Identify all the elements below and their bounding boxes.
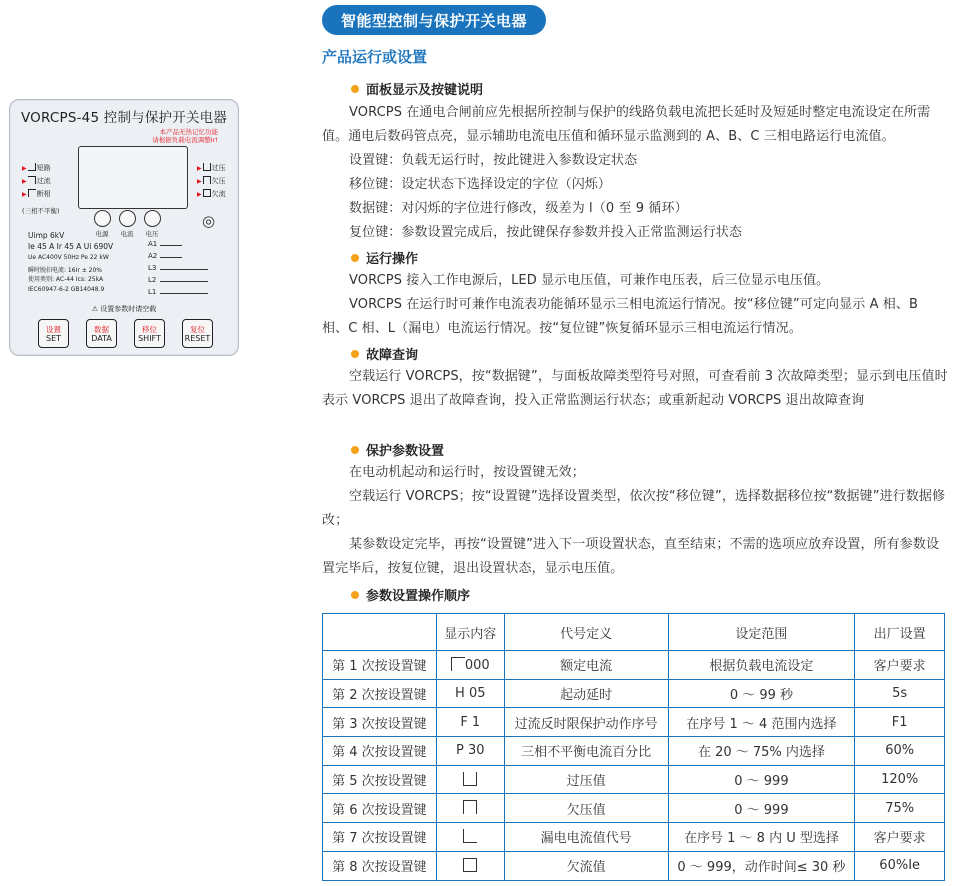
table-cell-step: 第 4 次按设置键 (323, 737, 437, 766)
table-header-row: 显示内容 代号定义 设定范围 出厂设置 (323, 614, 945, 651)
table-row (323, 765, 945, 794)
knob-label-current: 电流 (120, 230, 134, 238)
spec-standard: IEC60947-6-2 GB14048.9 (28, 286, 105, 293)
panel-note: 本产品无热记忆功能 请根据负载电流调整Ir! (152, 128, 218, 144)
spec-category: 使用类别: AC-44 Ics: 25kA (28, 276, 104, 283)
table-cell-def: 过流反时限保护动作序号 (504, 708, 668, 737)
table-cell-range: 0 ～ 999 (668, 794, 855, 823)
table-cell-step: 第 6 次按设置键 (323, 794, 437, 823)
bullet-icon (351, 446, 359, 454)
table-cell-step: 第 8 次按设置键 (323, 851, 437, 880)
certification-mark-icon: ◎ (202, 212, 216, 230)
paragraph: VORCPS 在通电合闸前应先根据所控制与保护的线路负载电流把长延时及短延时整定电流设定在所需值。通电后数码管点亮，显示辅助电流电压值和循环显示监测到的 A、B、C 三相电路运行电流值。 (322, 105, 931, 144)
table-body (323, 651, 945, 881)
table-cell-range: 在 20 ～ 75% 内选择 (668, 737, 855, 766)
display-content-cell (436, 765, 504, 794)
table-cell-def: 欠压值 (504, 794, 668, 823)
wire-l3 (160, 269, 208, 270)
page-banner: 智能型控制与保护开关电器 (322, 5, 546, 35)
led-display (78, 146, 188, 209)
reset-key: 复位 RESET (182, 319, 213, 348)
heading-sequence: 参数设置操作顺序 (351, 585, 470, 604)
unbalance-label: (三相不平衡) (22, 207, 60, 215)
knob-label-power: 电源 (95, 230, 109, 238)
fault-indicators-right: ▶ 过压 ▶ 欠压 ▶ 欠流 (197, 164, 226, 198)
heading-operation: 运行操作 (351, 248, 418, 267)
bullet-icon (351, 350, 359, 358)
table-cell-def: 欠流值 (504, 851, 668, 880)
paragraph: 空载运行 VORCPS，按“数据键”，与面板故障类型符号对照，可查看前 3 次故障类型；显示到电压值时表示 VORCPS 退出了故障查询，投入正常监测运行状态；或重新起动 VORCPS 退出故障查询 (322, 369, 948, 408)
display-code: H 05 (455, 686, 486, 702)
bullet-icon (351, 85, 359, 93)
table-row (323, 651, 945, 680)
fault-indicators-left: ▶ 短路 ▶ 过流 ▶ 断相 (22, 164, 51, 198)
table-cell-def: 额定电流 (504, 651, 668, 680)
phase-l3: L3 (148, 264, 157, 272)
table-cell-factory: 120% (855, 765, 945, 794)
phase-l2: L2 (148, 276, 157, 284)
heading-fault: 故障查询 (351, 344, 418, 363)
table-cell-step: 第 2 次按设置键 (323, 679, 437, 708)
table-cell-range: 0 ～ 999 (668, 765, 855, 794)
panel-warning: ⚠ 设置参数时请空载 (91, 305, 157, 313)
table-cell-step: 第 7 次按设置键 (323, 823, 437, 852)
spec-tripping: 瞬时脱扣电流: 16Ir ± 20% (28, 267, 102, 274)
table-cell-step: 第 3 次按设置键 (323, 708, 437, 737)
wire-l2 (160, 281, 208, 282)
table-cell-factory: 客户要求 (855, 823, 945, 852)
table-cell-range: 根据负载电流设定 (668, 651, 855, 680)
bullet-icon (351, 591, 359, 599)
wire-l1 (160, 293, 208, 294)
knob-label-voltage: 电压 (145, 230, 159, 238)
display-content-cell (436, 651, 504, 680)
table-cell-def: 漏电电流值代号 (504, 823, 668, 852)
table-cell-factory: 客户要求 (855, 651, 945, 680)
paragraph: 设置键：负载无运行时，按此键进入参数设定状态 (349, 153, 638, 168)
paragraph: 复位键：参数设置完成后，按此键保存参数并投入正常监测运行状态 (349, 225, 743, 240)
wire-a2 (160, 257, 182, 258)
table-cell-def: 起动延时 (504, 679, 668, 708)
table-cell-factory: 60% (855, 737, 945, 766)
display-symbol-icon (463, 800, 477, 814)
display-code: P 30 (456, 743, 485, 759)
display-symbol-icon (463, 829, 477, 843)
table-cell-range: 在序号 1 ～ 4 范围内选择 (668, 708, 855, 737)
display-content-cell (436, 794, 504, 823)
display-symbol-icon (451, 657, 465, 671)
table-cell-factory: 5s (855, 679, 945, 708)
data-key: 数据 DATA (86, 319, 117, 348)
table-cell-factory: 60%Ie (855, 851, 945, 880)
phase-a1: A1 (148, 240, 158, 248)
display-content-cell (436, 737, 504, 766)
display-content-cell (436, 679, 504, 708)
display-code: 000 (464, 657, 490, 673)
display-content-cell (436, 823, 504, 852)
display-symbol-icon (463, 772, 477, 786)
panel-title: VORCPS-45 控制与保护开关电器 (20, 110, 228, 126)
table-cell-range: 0 ～ 999，动作时间≤ 30 秒 (668, 851, 855, 880)
table-cell-factory: 75% (855, 794, 945, 823)
table-row (323, 794, 945, 823)
table-cell-range: 在序号 1 ～ 8 内 U 型选择 (668, 823, 855, 852)
table-cell-step: 第 1 次按设置键 (323, 651, 437, 680)
voltage-knob (144, 210, 161, 227)
parameter-settings-table (322, 613, 945, 881)
paragraph: 移位键：设定状态下选择设定的字位（闪烁） (349, 177, 612, 192)
wire-a1 (160, 245, 182, 246)
phase-a2: A2 (148, 252, 158, 260)
bullet-icon (351, 254, 359, 262)
display-code: F 1 (460, 714, 481, 730)
heading-protection: 保护参数设置 (351, 440, 444, 459)
display-content-cell (436, 851, 504, 880)
table-cell-factory: F1 (855, 708, 945, 737)
heading-panel-display: 面板显示及按键说明 (351, 79, 483, 98)
table-row (323, 823, 945, 852)
spec-voltage: Ue AC400V 50Hz Pe 22 kW (28, 254, 109, 261)
paragraph: 数据键：对闪烁的字位进行修改，级差为 l（0 至 9 循环） (349, 201, 688, 216)
table-cell-range: 0 ～ 99 秒 (668, 679, 855, 708)
paragraph: VORCPS 接入工作电源后，LED 显示电压值，可兼作电压表，后三位显示电压值。 (349, 273, 830, 288)
current-knob (119, 210, 136, 227)
spec-uimp: Uimp 6kV (28, 231, 65, 240)
section-title: 产品运行或设置 (322, 48, 428, 66)
paragraph: VORCPS 在运行时可兼作电流表功能循环显示三相电流运行情况。按“移位键”可定向显示 A 相、B 相、C 相、L（漏电）电流运行情况。按“复位键”恢复循环显示三相电流运行情况。 (322, 297, 919, 336)
table-row (323, 737, 945, 766)
phase-l1: L1 (148, 288, 157, 296)
paragraph: 某参数设定完毕，再按“设置键”进入下一项设置状态，直至结束；不需的选项应放弃设置，所有参数设置完毕后，按复位键，退出设置状态，显示电压值。 (322, 537, 940, 576)
paragraph: 空载运行 VORCPS；按“设置键”选择设置类型，依次按“移位键”，选择数据移位按“数据键”进行数据修改； (322, 489, 946, 528)
table-cell-step: 第 5 次按设置键 (323, 765, 437, 794)
table-row (323, 851, 945, 880)
set-key: 设置 SET (38, 319, 69, 348)
display-content-cell (436, 708, 504, 737)
paragraph: 在电动机起动和运行时，按设置键无效； (349, 465, 585, 480)
shift-key: 移位 SHIFT (134, 319, 165, 348)
display-symbol-icon (463, 858, 477, 872)
spec-current: Ie 45 A Ir 45 A Ui 690V (28, 242, 114, 251)
power-knob (94, 210, 111, 227)
device-panel-illustration (9, 99, 239, 356)
table-cell-def: 三相不平衡电流百分比 (504, 737, 668, 766)
table-cell-def: 过压值 (504, 765, 668, 794)
table-row (323, 708, 945, 737)
table-row (323, 679, 945, 708)
